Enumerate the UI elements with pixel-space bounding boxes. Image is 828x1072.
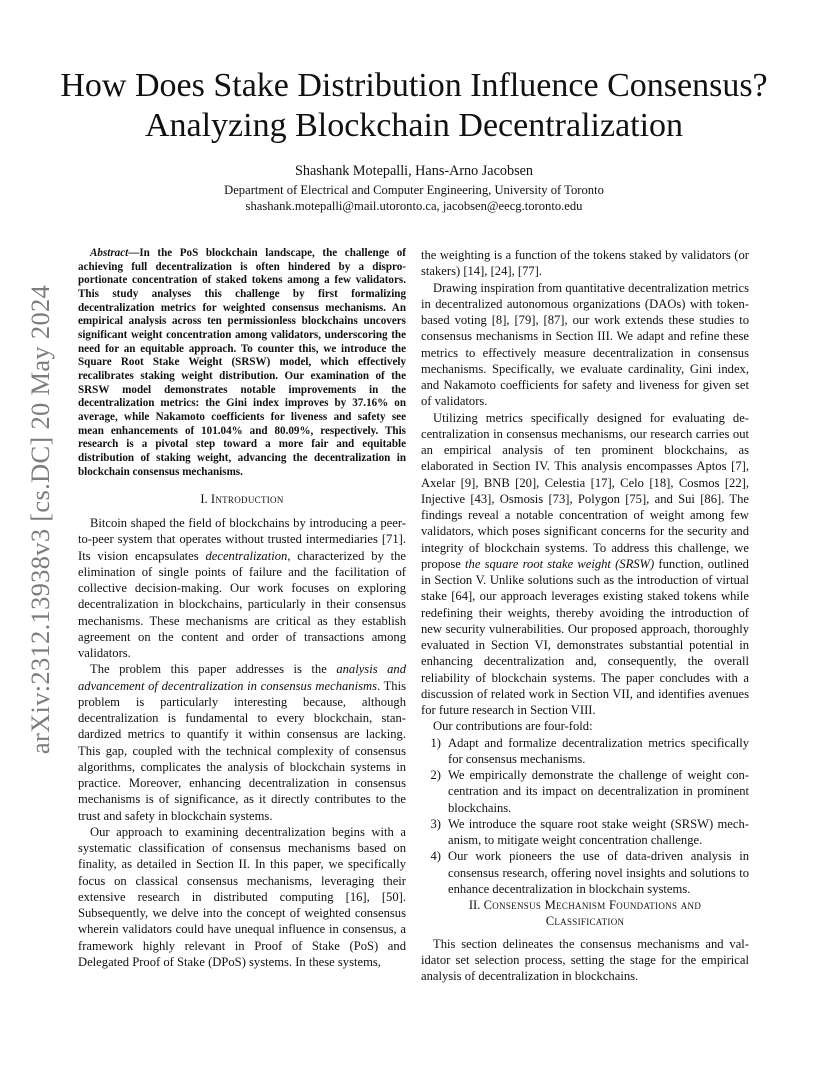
arxiv-identifier: arXiv:2312.13938v3 [cs.DC] 20 May 2024 [25, 284, 56, 754]
list-item-number: 1) [430, 735, 441, 750]
intro-p6-emphasis: the square root stake weight (SRSW) [465, 556, 655, 571]
intro-paragraph-3: Our approach to examining decentralization begins with a systematic classification of consensus mechanisms based on finality, as detailed in Section II. In this paper, we specifically focus on classical consensus mechanisms, leveraging their extensive research in distributed computing [16], [50]. Subsequently, we delve into the concept of weighted consensus wherein validators could have unequal influence in consensus, a framework highly relevant in Proof of Stake (PoS) and Delegated Proof of Stake (DPoS) systems. In these systems, [78, 824, 406, 969]
abstract-text: —In the PoS blockchain landscape, the challenge of achieving full decentralization is often hindered by a disproportionate concentration of staked tokens among a few validators. This study analyses this challenge by first formalizing decentralization metrics for weighted consensus mechanisms. An empirical analysis across ten permissionless blockchains uncovers significant weight concentration among validators, underscoring the need for an equitable approach. To counter this, we introduce the Square Root Stake Weight (SRSW) model, which effectively recalibrates staking weight distribution. Our examination of the SRSW model demonstrates notable improvements in the decentralization metrics: the Gini index improves by 37.16% on average, while Nakamoto coefficients for liveness and safety see mean enhancements of 101.04% and 80.09%, respectively. This research is a pivotal step toward a more fair and equitable distribution of staking weight, advancing the decentralization in blockchain consensus mechanisms. [78, 247, 406, 478]
list-item-number: 4) [430, 849, 441, 864]
intro-p2-text-b: . This problem is particularly interesting because, although decentralization is fundamental to every blockchain, standardized metrics to quantify it within consensus are lacking. This gap, coupled with the technical complexity of consensus algorithms, complicates the analysis of blockchain systems in practice. Moreover, enhancing decentralization in consensus mechanisms is of significance, as it directly contributes to the trust and safety in blockchain systems. [78, 678, 406, 823]
list-item [421, 767, 749, 816]
intro-p2-text-a: The problem this paper addresses is the [90, 662, 337, 677]
left-column [78, 247, 406, 970]
section-1-heading [78, 491, 406, 507]
intro-paragraph-2 [78, 661, 406, 824]
authors: Shashank Motepalli, Hans-Arno Jacobsen [295, 163, 533, 179]
right-column [421, 247, 749, 984]
intro-paragraph-6 [421, 410, 749, 719]
intro-paragraph-4: the weighting is a function of the tokens staked by validators (or stakers) [14], [24], [77]. [421, 248, 749, 279]
intro-p6-text-a: Utilizing metrics specifically designed for evaluating decentralization in consensus mechanisms, our research carries out an empirical analysis of ten prominent blockchains, as elaborated in Section IV. This analysis encompasses Aptos [7], Axelar [9], BNB [20], Celestia [17], Celo [18], Cosmos [22], Injective [43], Osmosis [73], Polygon [75], and Sui [86]. The findings reveal a notable concentration of weight among few validators, which poses significant concerns for the security and integrity of blockchain systems. To address this challenge, we propose [421, 410, 749, 571]
section-2-paragraph-1: This section delineates the consensus mechanisms and validator set selection process, setting the stage for the empirical analysis of decentralization in blockchains. [421, 936, 749, 983]
intro-paragraph-5: Drawing inspiration from quantitative decentralization metrics in decentralized autonomous organizations (DAOs) with token-based voting [8], [79], [87], our work extends these studies to consensus mechanisms in Section III. We adapt and refine these metrics to effectively measure decentralization in consensus mechanisms. Specifically, we evaluate cardinality, Gini index, and Nakamoto coefficients for safety and liveness for given set of validators. [421, 280, 749, 409]
section-2-title-line-1: Consensus Mechanism Foundations and [483, 898, 702, 912]
list-item [421, 816, 749, 849]
paper-title [60, 66, 768, 146]
section-2-heading [421, 897, 749, 930]
list-item-text: We empirically demonstrate the challenge of weight concentration and its impact on decentralization in prominent blockchains. [448, 768, 749, 815]
author-emails: shashank.motepalli@mail.utoronto.ca, jacobsen@eecg.toronto.edu [245, 199, 583, 213]
title-line-1: How Does Stake Distribution Influence Consensus? [60, 67, 768, 104]
list-item [421, 848, 749, 897]
list-item-text: Adapt and formalize decentralization metrics specifically for consensus mechanisms. [448, 735, 749, 766]
section-2-title-line-2: Classification [545, 914, 625, 929]
list-item [421, 735, 749, 768]
affiliation: Department of Electrical and Computer Engineering, University of Toronto [224, 183, 604, 197]
intro-paragraph-1 [78, 515, 406, 661]
section-1-numeral: I. [200, 492, 208, 507]
section-1-title: Introduction [210, 492, 284, 507]
contributions-intro: Our contributions are four-fold: [433, 719, 593, 734]
contributions-list [421, 735, 749, 898]
intro-p1-emphasis: decentralization [205, 548, 288, 563]
list-item-number: 3) [430, 816, 441, 831]
intro-p1-text-b: , characterized by the elimination of single points of failure and the facilitation of collective decision-making. Our work focuses on exploring decentralization in blockchains, particularly in their consensus mechanisms. These mechanisms are critical as they establish agreement on the content and order of transactions among validators. [78, 548, 407, 661]
intro-p6-text-b: function, outlined in Section V. Unlike solutions such as the introduction of virtual stake [64], our approach leverages existing staked tokens while redefining their weights, thereby avoiding the introduction of new security vulnerabilities. Our proposed approach, thoroughly evaluated in Section VI, demonstrates substantial potential in enhancing decentralization and, consequently, the overall reliability of blockchain systems. The paper concludes with a discussion of related work in Section VII, and identifies avenues for future research in Section VIII. [421, 556, 749, 717]
intro-p2-emphasis: analysis and advancement of decentralization in consensus mechanisms [78, 662, 406, 693]
list-item-text: We introduce the square root stake weight (SRSW) mechanism, to mitigate weight concentration challenge. [448, 816, 749, 847]
list-item-number: 2) [430, 768, 441, 782]
section-2-numeral: II. [468, 898, 481, 912]
title-line-2: Analyzing Blockchain Decentralization [144, 107, 684, 144]
abstract-label: Abstract [90, 247, 129, 259]
arxiv-identifier-sidebar [22, 276, 60, 762]
intro-p1-text-a: Bitcoin shaped the field of blockchains by introducing a peer-to-peer system that operates without trusted intermediaries [71]. Its vision encapsulates [78, 516, 406, 563]
abstract [78, 247, 406, 479]
list-item-text: Our work pioneers the use of data-driven analysis in consensus research, offering novel insights and solutions to enhance decentralization in blockchain systems. [448, 849, 749, 896]
